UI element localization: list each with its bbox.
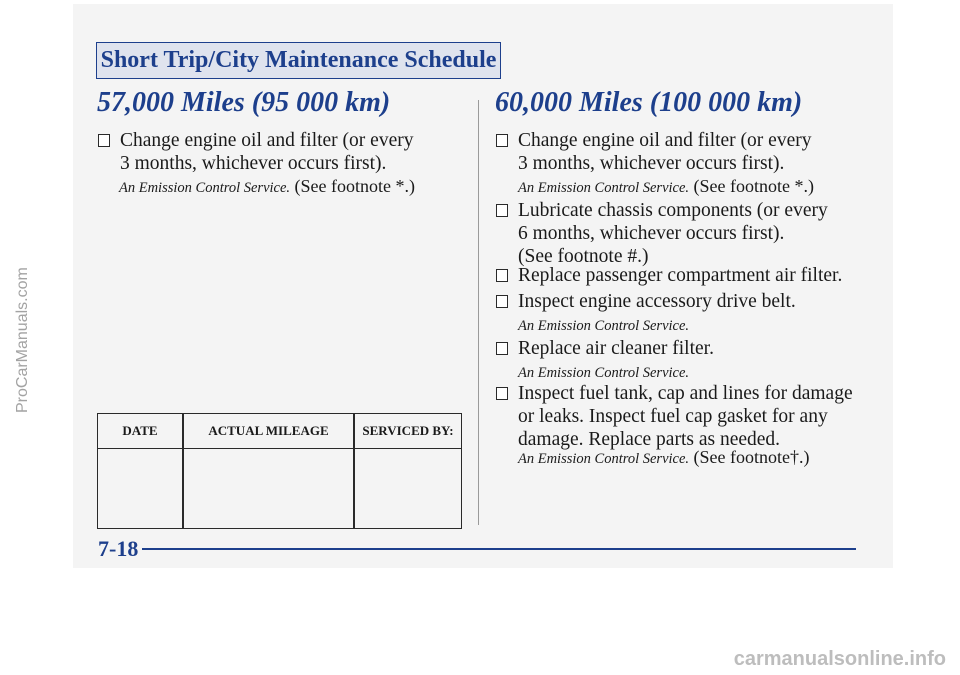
section-title-box xyxy=(96,42,501,79)
checkbox[interactable] xyxy=(496,134,508,147)
page-number: 7-18 xyxy=(98,536,139,561)
item-text: Inspect engine accessory drive belt. xyxy=(518,291,796,312)
item-text: Change engine oil and filter (or every xyxy=(518,130,812,151)
section-title: Short Trip/City Maintenance Schedule xyxy=(100,47,497,73)
note-emphasis: An Emission Control Service. xyxy=(518,365,690,381)
checkbox[interactable] xyxy=(496,269,508,282)
item-text: (See footnote #.) xyxy=(518,246,649,267)
item-note xyxy=(518,314,689,335)
note-tail: (See footnote *.) xyxy=(689,176,814,196)
item-note xyxy=(518,361,689,382)
item-text: Lubricate chassis components (or every xyxy=(518,200,828,221)
item-note xyxy=(119,176,415,197)
service-record-table xyxy=(97,413,462,529)
checkbox[interactable] xyxy=(496,342,508,355)
item-text: 3 months, whichever occurs first). xyxy=(120,153,387,174)
item-text: or leaks. Inspect fuel cap gasket for any xyxy=(518,406,828,427)
item-text: Replace passenger compartment air filter. xyxy=(518,265,843,286)
column-divider-line xyxy=(478,100,479,525)
note-emphasis: An Emission Control Service. xyxy=(518,180,690,196)
item-text: 6 months, whichever occurs first). xyxy=(518,223,785,244)
column-header-mileage: ACTUAL MILEAGE xyxy=(208,423,329,438)
right-interval-heading: 60,000 Miles (100 000 km) xyxy=(495,87,803,118)
item-text: 3 months, whichever occurs first). xyxy=(518,153,785,174)
note-emphasis: An Emission Control Service. xyxy=(518,318,690,334)
column-header-serviced-by: SERVICED BY: xyxy=(362,423,454,438)
side-watermark: ProCarManuals.com xyxy=(14,267,31,413)
note-tail: (See footnote *.) xyxy=(290,176,415,196)
item-text: Replace air cleaner filter. xyxy=(518,338,714,359)
item-text: damage. Replace parts as needed. xyxy=(518,429,781,450)
item-note xyxy=(518,447,810,468)
note-tail: (See footnote†.) xyxy=(689,447,810,467)
note-emphasis: An Emission Control Service. xyxy=(119,180,291,196)
item-note xyxy=(518,176,814,197)
footer-rule xyxy=(142,548,856,550)
item-text: Inspect fuel tank, cap and lines for damage xyxy=(518,383,853,404)
bottom-watermark: carmanualsonline.info xyxy=(733,648,946,670)
item-text: Change engine oil and filter (or every xyxy=(120,130,414,151)
checkbox[interactable] xyxy=(496,295,508,308)
column-header-date: DATE xyxy=(122,423,158,438)
checkbox[interactable] xyxy=(98,134,110,147)
left-interval-heading: 57,000 Miles (95 000 km) xyxy=(97,87,391,118)
checkbox[interactable] xyxy=(496,387,508,400)
checkbox[interactable] xyxy=(496,204,508,217)
note-emphasis: An Emission Control Service. xyxy=(518,451,690,467)
